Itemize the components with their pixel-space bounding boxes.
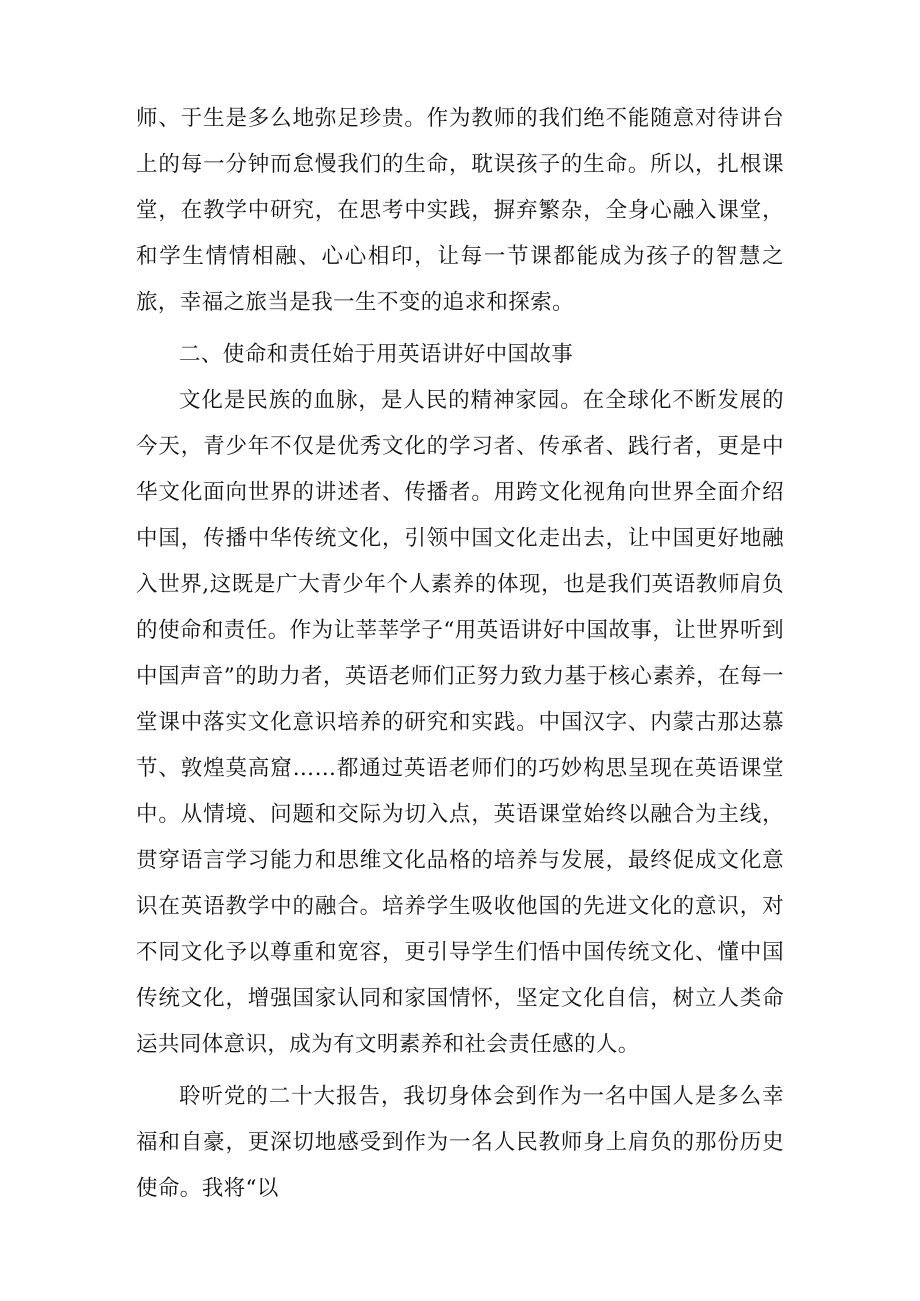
paragraph-continued: 师、于生是多么地弥足珍贵。作为教师的我们绝不能随意对待讲台上的每一分钟而怠慢我们的生命，耽误孩子的生命。所以，扎根课堂，在教学中研究，在思考中实践，摒弃繁杂，全身心融入课堂，和学生情情相融、心心相印，让每一节课都能成为孩子的智慧之旅，幸福之旅当是我一生不变的追求和探索。: [136, 106, 784, 315]
paragraph-culture: 文化是民族的血脉，是人民的精神家园。在全球化不断发展的今天，青少年不仅是优秀文化的学习者、传承者、践行者，更是中华文化面向世界的讲述者、传播者。用跨文化视角向世界全面介绍中国，传播中华传统文化，引领中国文化走出去，让中国更好地融入世界,这既是广大青少年个人素养的体现，也是我们英语教师肩负的使命和责任。作为让莘莘学子“用英语讲好中国故事，让世界听到中国声音”的助力者，英语老师们正努力致力基于核心素养，在每一堂课中落实文化意识培养的研究和实践。中国汉字、内蒙古那达慕节、敦煌莫高窟……都通过英语老师们的巧妙构思呈现在英语课堂中。从情境、问题和交际为切入点，英语课堂始终以融合为主线，贯穿语言学习能力和思维文化品格的培养与发展，最终促成文化意识在英语教学中的融合。培养学生吸收他国的先进文化的意识，对不同文化予以尊重和宽容，更引导学生们悟中国传统文化、懂中国传统文化，增强国家认同和家国情怀，坚定文化自信，树立人类命运共同体意识，成为有文明素养和社会责任感的人。: [136, 388, 784, 1057]
paragraph-report: 聆听党的二十大报告，我切身体会到作为一名中国人是多么幸福和自豪，更深切地感受到作为一名人民教师身上肩负的那份历史使命。我将“以: [136, 1084, 784, 1201]
section-heading: 二、使命和责任始于用英语讲好中国故事: [179, 342, 574, 367]
document-page: [136, 96, 784, 1212]
